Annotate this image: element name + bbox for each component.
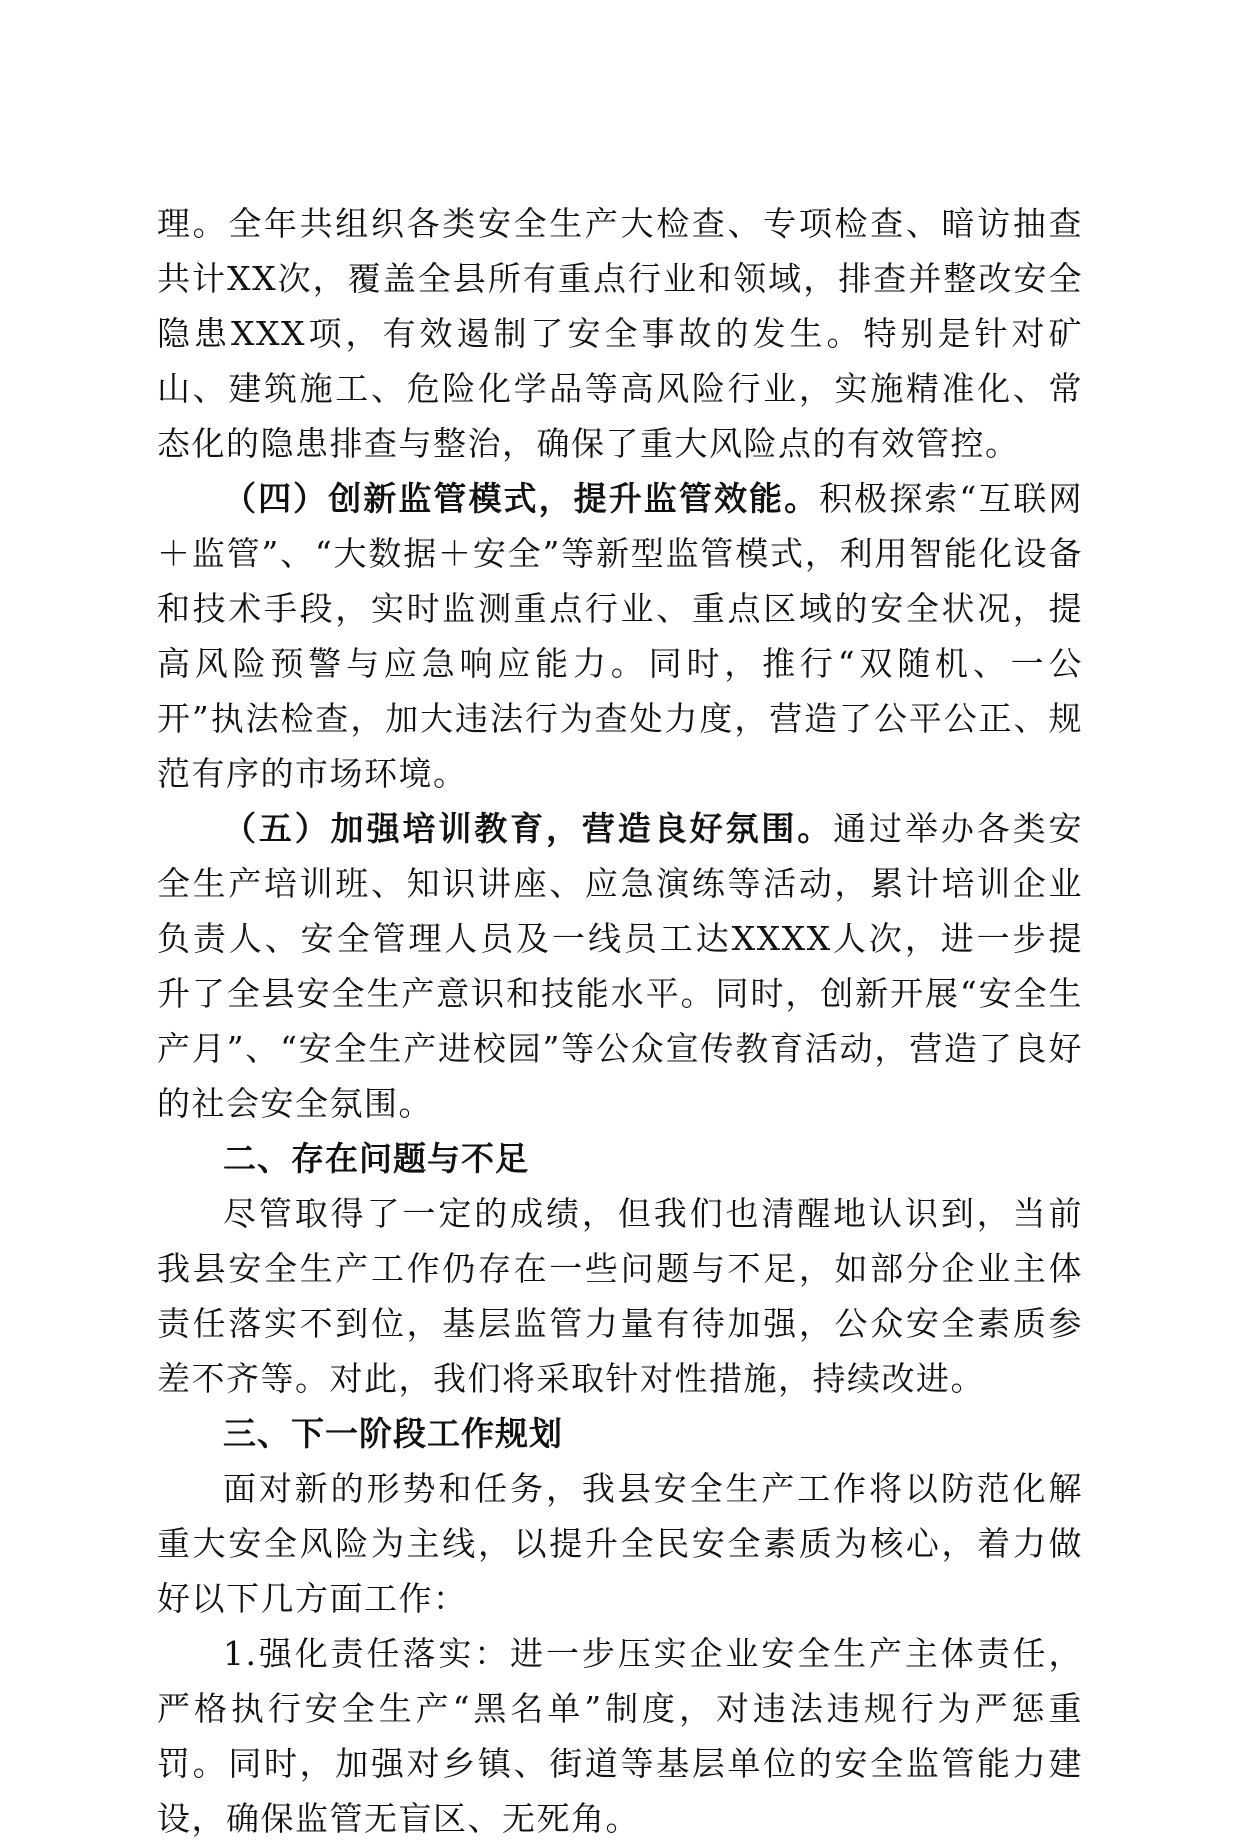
- paragraph-problems: 尽管取得了一定的成绩，但我们也清醒地认识到，当前我县安全生产工作仍存在一些问题与不足，如部分企业主体责任落实不到位，基层监管力量有待加强，公众安全素质参差不齐等。对此，我们将采取针对性措施，持续改进。: [157, 1194, 1083, 1398]
- section-lead-5: （五）加强培训教育，营造良好氛围。: [223, 809, 834, 848]
- section-body-4: 积极探索“互联网＋监管”、“大数据＋安全”等新型监管模式，利用智能化设备和技术手段，实时监测重点行业、重点区域的安全状况，提高风险预警与应急响应能力。同时，推行“双随机、一公开”执法检查，加大违法行为查处力度，营造了公平公正、规范有序的市场环境。: [157, 479, 1084, 793]
- section-body-5: 通过举办各类安全生产培训班、知识讲座、应急演练等活动，累计培训企业负责人、安全管理人员及一线员工达XXXX人次，进一步提升了全县安全生产意识和技能水平。同时，创新开展“安全生产月”、“安全生产进校园”等公众宣传教育活动，营造了良好的社会安全氛围。: [157, 809, 1084, 1123]
- paragraph-next-plan-intro: 面对新的形势和任务，我县安全生产工作将以防范化解重大安全风险为主线，以提升全民安全素质为核心，着力做好以下几方面工作：: [157, 1469, 1083, 1618]
- heading-problems: 二、存在问题与不足: [223, 1139, 529, 1178]
- paragraph-inspection-results: 理。全年共组织各类安全生产大检查、专项检查、暗访抽查共计XX次，覆盖全县所有重点行业和领域，排查并整改安全隐患XXX项，有效遏制了安全事故的发生。特别是针对矿山、建筑施工、危险化学品等高风险行业，实施精准化、常态化的隐患排查与整治，确保了重大风险点的有效管控。: [157, 204, 1083, 463]
- document-page: [157, 196, 1083, 1846]
- paragraph-training-education: [157, 801, 1083, 1131]
- paragraph-plan-item-1: 1.强化责任落实：进一步压实企业安全生产主体责任，严格执行安全生产“黑名单”制度，对违法违规行为严惩重罚。同时，加强对乡镇、街道等基层单位的安全监管能力建设，确保监管无盲区、无死角。: [157, 1634, 1083, 1838]
- section-lead-4: （四）创新监管模式，提升监管效能。: [223, 479, 820, 518]
- paragraph-innovate-supervision: [157, 471, 1083, 801]
- heading-next-plan: 三、下一阶段工作规划: [223, 1414, 563, 1453]
